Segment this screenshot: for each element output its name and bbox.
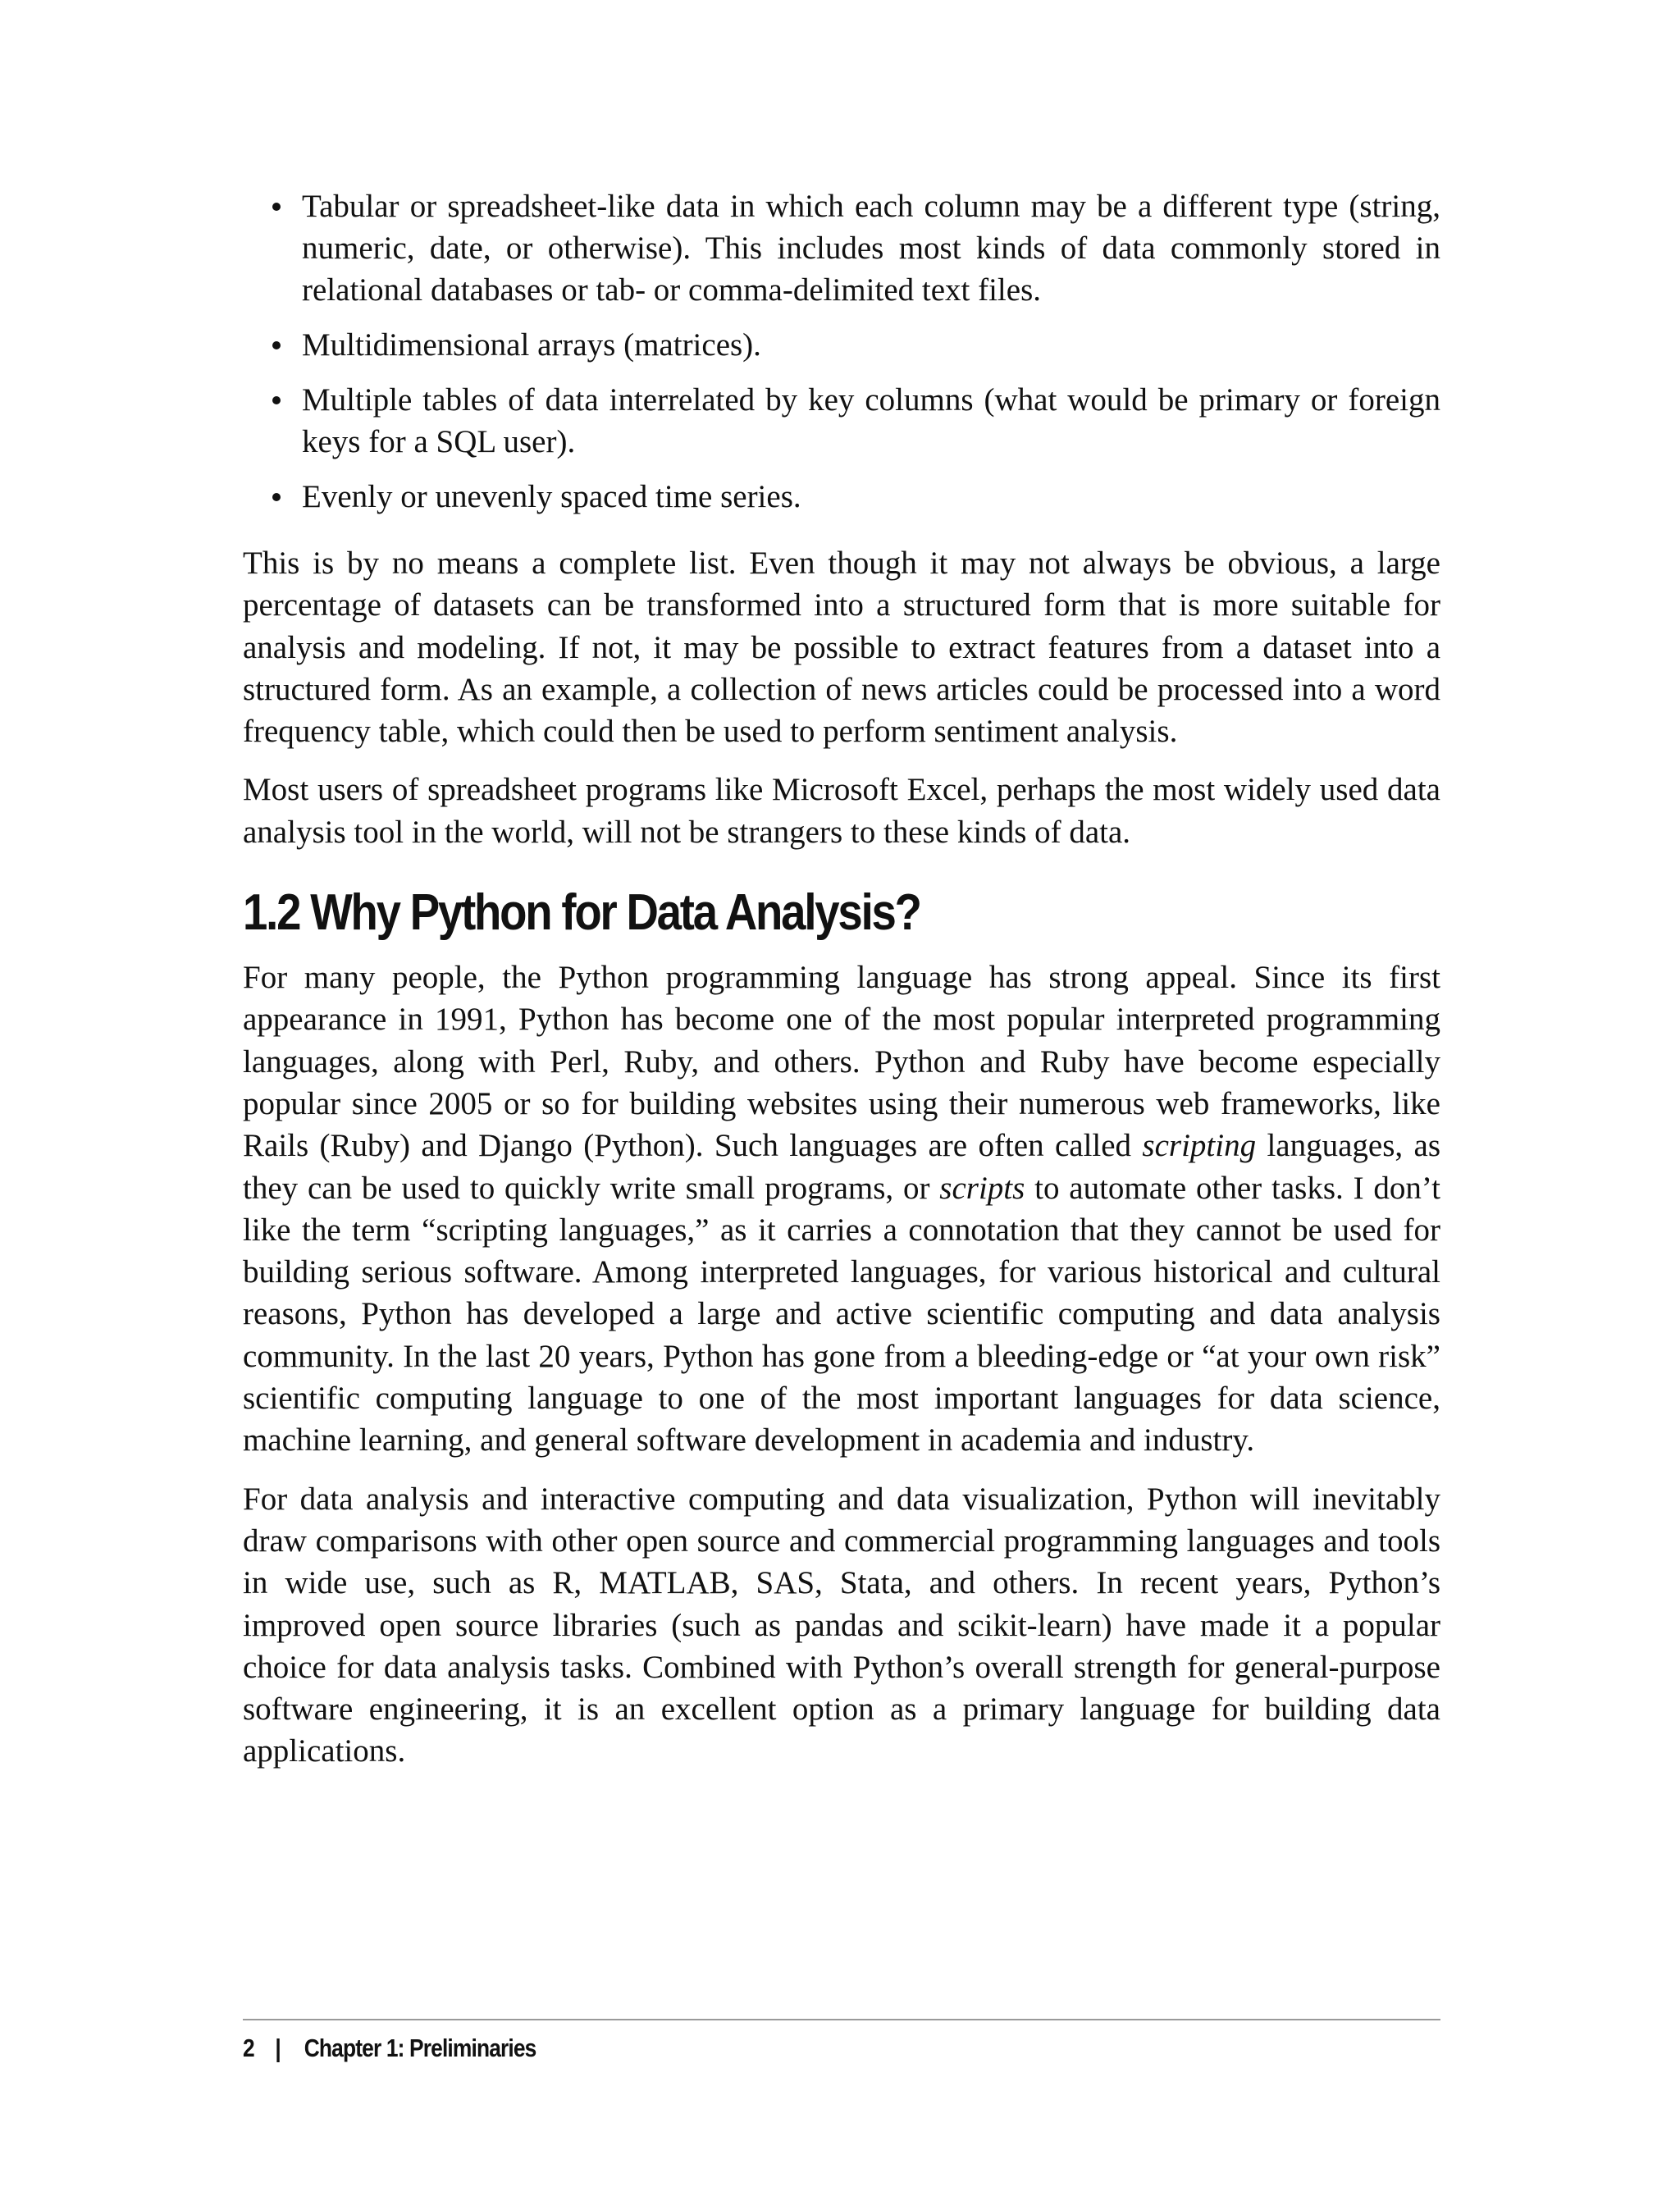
list-item (243, 476, 1440, 518)
page-number: 2 (243, 2034, 254, 2062)
intro-paragraph-2: Most users of spreadsheet programs like Microsoft Excel, perhaps the most widely used data analysis tool in the world, will not be strangers to these kinds of data. (243, 772, 1440, 850)
bullet-icon (272, 341, 281, 349)
chapter-title: Chapter 1: Preliminaries (304, 2034, 536, 2062)
page-body (243, 185, 1440, 1789)
list-item-text: Evenly or unevenly spaced time series. (302, 479, 801, 514)
paragraph-text: to automate other tasks. I don’t like the term “scripting languages,” as it carries a connotation that they cannot be used for building serious software. Among interpreted languages, for various historical and cultural reasons, Python has developed a large and active scientific computing and data analysis community. In the last 20 years, Python has gone from a bleeding-edge or “at your own risk” scientific computing language to one of the most important languages for data science, machine learning, and general software development in academia and industry. (243, 1170, 1440, 1459)
paragraph-text: languages, as they can be used to quickly write small programs, or (243, 1128, 1440, 1206)
paragraph-text: For many people, the Python programming language has strong appeal. Since its first appearance in 1991, Python has become one of the most popular interpreted programming languages, along with Perl, Ruby, and others. Python and Ruby have become especially popular since 2005 or so for building websites using their numerous web frameworks, like Rails (Ruby) and Django (Python). Such languages are often called (243, 960, 1440, 1164)
intro-paragraph-1: This is by no means a complete list. Even though it may not always be obvious, a large percentage of datasets can be transformed into a structured form that is more suitable for analysis and modeling. If not, it may be possible to extract features from a dataset into a structured form. As an example, a collection of news articles could be processed into a word frequency table, which could then be used to perform sentiment analysis. (243, 546, 1440, 750)
section-paragraph-1 (243, 956, 1440, 1462)
bullet-icon (272, 203, 281, 211)
emphasis-scripts: scripts (939, 1170, 1025, 1206)
emphasis-scripting: scripting (1142, 1128, 1257, 1164)
section-heading: 1.2 Why Python for Data Analysis? (243, 884, 920, 942)
list-item (243, 379, 1440, 463)
section-paragraph-2: For data analysis and interactive computing and data visualization, Python will inevitably draw comparisons with other open source and commercial programming languages and tools in wide use, such as R, MATLAB, SAS, Stata, and others. In recent years, Python’s improved open source libraries (such as pandas and scikit-learn) have made it a popular choice for data analysis tasks. Combined with Python’s overall strength for general-purpose software engineering, it is an excellent option as a primary language for building data applications. (243, 1481, 1440, 1769)
data-types-list (243, 185, 1440, 518)
list-item (243, 324, 1440, 366)
list-item (243, 185, 1440, 311)
page-footer (243, 2028, 536, 2069)
bullet-icon (272, 493, 281, 501)
list-item-text: Multiple tables of data interrelated by key columns (what would be primary or foreign keys for a SQL user). (302, 382, 1440, 459)
footer-divider (243, 2019, 1440, 2020)
bullet-icon (272, 396, 281, 404)
list-item-text: Tabular or spreadsheet-like data in which each column may be a different type (string, numeric, date, or otherwise). This includes most kinds of data commonly stored in relational databases or tab- or comma-delimited text files. (302, 189, 1440, 308)
list-item-text: Multidimensional arrays (matrices). (302, 327, 761, 363)
footer-separator: | (275, 2034, 281, 2062)
